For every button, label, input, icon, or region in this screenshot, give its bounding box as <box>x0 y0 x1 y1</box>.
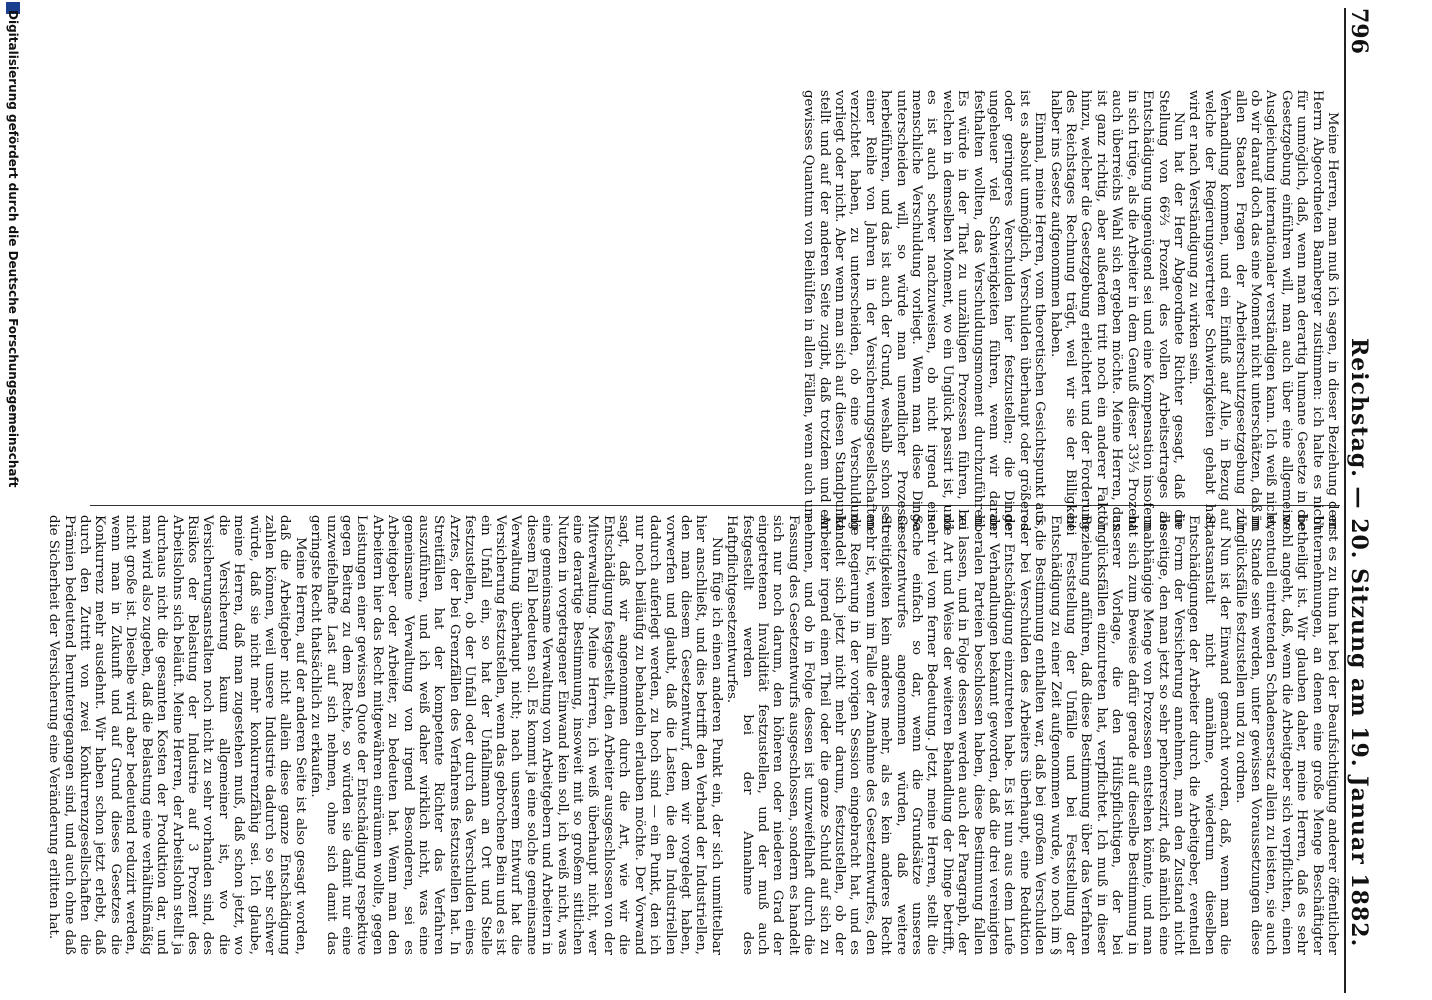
column-left <box>46 515 1340 955</box>
column-right <box>801 90 1340 530</box>
paragraph: Einmal, meine Herren, vom theoretischen Gesichtspunkt aus, ist es absolut unmöglich, Verschulden überhaupt oder größeres oder geringeres Verschulden hier festzustellen; die Dinge ungeheuer viel Schwierigkeiten führen, wenn wir daran festhalten wollten, das Verschuldungsmoment durchzuführen. Es würde in der That zu unzähligen Prozessen führen, bei welchen in demselben Moment, wo ein Unglück passirt ist, und es ist auch schwer nachzuweisen, ob nicht irgend eine menschliche Verschuldung vorliegt. Wenn man diese Dinge unterscheiden will, so würde man unendlicher Prozesse herbeiführen, und das ist auch der Grund, weshalb schon seit einer Reihe von Jahren in der Versicherungsgesellschaften verzichtet haben, zu unterscheiden, ob eine Verschuldung vorliegt oder nicht. Aber wenn man sich auf diesen Standpunkt stellt und auf der anderen Seite zugibt, daß trotzdem und ein gewisses Quantum von Beihülfen in allen Fällen, wenn auch un- <box>801 90 1048 530</box>
paragraph: erst es zu thun hat bei der Beaufsichtigung anderer öffentlicher Unternehmungen, an denen eine große Menge Beschäftigter betheiligt ist. Wir glauben daher, meine Herren, daß es sehr wohl angeht, daß, wenn die Arbeitgeber sich verpflichten, einen eventuell eintretenden Schadensersatz allein zu leisten, sie auch im Stande sein werden, unter gewissen Voraussetzungen diese Unglücksfälle festzustellen und zu ordnen. <box>1232 515 1340 955</box>
running-title: Reichstag. — 20. Sitzung am 19. Januar 1882. <box>1346 338 1372 948</box>
digitization-credit <box>2 0 22 1000</box>
page-number: 796 <box>1346 8 1372 54</box>
paragraph: Meine Herren, auf der anderen Seite ist also gesagt worden, daß die Arbeitgeber nicht allein diese ganze Entschädigung zahlen können, weil unsere Industrie dadurch so sehr schwer würde, daß sie nicht mehr konkurrenzfähig sei. Ich glaube, meine Herren, daß man zugestehen muß, daß schon jetzt, wo die Versicherung kaum allgemeiner ist, wo die Versicherungsanstalten noch nicht zu sehr vorhanden sind, des Risikos der Belastung der Industrie auf 3 Prozent des Arbeitslohns sich beläuft. Meine Herren, der Arbeitslohn stellt ja durchaus nicht die gesamten Kosten der Produktion dar, und man wird also zugeben, daß die Belastung eine verhältnißmäßig nicht große ist. Dieselbe wird aber bedeutend reduzirt werden, wenn man in Zukunft und auf Grund dieses Gesetzes die Konkurrenz mehr ausdehnt. Wir haben schon jetzt erlebt, daß durch den Zutritt von zwei Konkurrenzgesellschaften die Prämien bedeutend heruntergegangen sind, und auch ohne daß die Sicherheit der Versicherung eine Veränderung erlitten hat. <box>46 515 308 955</box>
paragraph: Nun füge ich einen anderen Punkt ein, der sich unmittelbar hier anschließt, und dies betrifft den Verband der Industriellen, den man diesem Gesetzentwurf, dem wir vorgelegt haben, vorwerfen und glaubt, daß die Lasten, die den Industriellen dadurch auferlegt werden, zu hoch sind — ein Punkt, den ich nur noch beiläufig zu behandeln erlauben möchte. Der Vorwand sagt, daß wir angenommen durch die Art, wie wir die Entschädigung festgestellt, den Arbeiter ausgeschlossen von der Mitverwaltung. Meine Herren, ich weiß überhaupt nicht, wer eine derartige Bestimmung, insoweit mit so großem sittlichen Nutzen in vorgetragener Einwand kein soll, ich weiß nicht, was eine gemeinsame Verwaltung von Arbeitgebern und Arbeitern in diesem Fall bedeuten soll. Es kommt ja eine solche gemeinsame Verwaltung überhaupt nicht; nach unserem Entwurf hat die Versicherung festzustellen, wenn das gebrochene Bein und es ist ein Unfall ein, so hat der Unfallmann an Ort und Stelle festzustellen, ob der Unfall oder durch das Verschulden eines Arztes, der bei Grenzfällen des Verfahrens festzustellen hat. In Streitfällen hat der kompetente Richter das Verfahren auszuführen, und ich weiß daher wirklich nicht, was eine gemeinsame Verwaltung von irgend Besonderen, sei es Arbeitgeber oder Arbeiter, zu bedeuten hat. Wenn man den Arbeitern hier das Recht mitgewähren einräumen wollte, gegen Leistungen einer gewissen Quote der Entschädigung respektive gegen Beitrag zu dem Rechte, so würden sie damit nur eine unzweifelhafte Last auf sich nehmen, ohne sich damit das geringste Recht thatsächlich zu erkaufen. <box>308 515 724 955</box>
header-rule <box>1344 8 1346 993</box>
credit-text: Digitalisierung gefördert durch die Deutsche Forschungsgemeinschaft <box>6 10 20 488</box>
paragraph: Nun ist der Einwand gemacht worden, daß, wenn man die Staatsanstalt nicht annähme, wiederum dieselben Entschädigungen der Arbeiter durch die Arbeitgeber, eventuell in Form der Versicherung annehmen, man den Zustand nicht beseitige, den man jetzt so sehr perhorreszirt, daß nämlich eine unabhängige Menge von Prozessen entstehen könnte, und man hat sich zum Beweise dafür gerade auf dieselbe Bestimmung in unserer Vorlage, die den Hülfspflichtigen, der bei Unglücksfällen einzutreten hat, verpflichtet. Ich muß in dieser Beziehung anführen, daß diese Bestimmung über das Verfahren bei Feststellung der Unfälle und bei Feststellung der Entschädigung zu einer Zeit aufgenommen wurde, wo noch im § 5 die Bestimmung enthalten war, daß bei großem Verschulden oder bei Verschulden des Arbeiters überhaupt, eine Reduktion der Entschädigung einzutreten habe. Es ist nun aus dem Laufe der Verhandlungen bekannt geworden, daß die drei vereinigten liberalen Parteien beschlossen haben, diese Bestimmung fallen zu lassen, und in Folge dessen werden auch der Paragraph, der die Art und Weise der weiteren Behandlung der Dinge betrifft, sehr viel vom ferner Bedeutung. Jetzt, meine Herren, stellt die Sache einfach so dar, wenn die Grundsätze unseres Gesetzentwurfes angenommen würden, daß weitere Streitigkeiten kein anderes mehr, als es kein anderes Recht mehr ist, wenn im Falle der Annahme des Gesetzentwurfes, den die Regierung in der vorigen Session eingebracht hat, und es handelt sich jetzt nicht mehr darum, festzustellen, ob der Arbeiter irgend einen Theil oder die ganze Schuld auf sich zu nehmen, und ob in Folge dessen ist unzweifelhaft durch die Fassung des Gesetzentwurfs ausgeschlossen, sondern es handelt sich nur noch darum, den höheren oder niederen Grad der eingetretenen Invalidität festzustellen, und der muß auch festgestellt werden bei der Annahme des Haftpflichtgesetzentwurfes. <box>724 515 1233 955</box>
paragraph: Nun hat der Herr Abgeordnete Richter gesagt, daß die Stellung von 66⅔ Prozent des vollen Arbeitsertrages als Entschädigung ungenügend sei und eine Kompensation insofern in sich trüge, als die Arbeiter in dem Genuß dieser 33⅓ Prozent auch überreichs Wahl sich ergeben möchte. Meine Herren, das ist ganz richtig, aber außerdem tritt noch ein anderer Faktor hinzu, welcher die Gesetzgebung erleichtert und der Forderung des Reichstages Rechnung trägt, weil wir sie der Billigkeit halber ins Gesetz aufgenommen haben. <box>1047 90 1186 530</box>
paragraph: Meine Herren, man muß ich sagen, in dieser Beziehung dem Herrn Abgeordneten Bamberger zustimmen: ich halte es nicht für unmöglich, daß, wenn man derartig humane Gesetze in die Gesetzgebung einführen will, man auch über eine allgemeine Ausgleichung internationaler verständigen kann. Ich weiß nicht, ob wir darauf doch das eine Moment nicht unterschätzen, daß in allen Staaten Fragen der Arbeiterschutzgesetzgebung zur Verhandlung kommen, und ein Einfluß auf Alle, in Bezug auf welche der Regierungsvertreter Schwierigkeiten gehabt hat, wird er nach Verständigung zu wirken sein. <box>1186 90 1340 530</box>
